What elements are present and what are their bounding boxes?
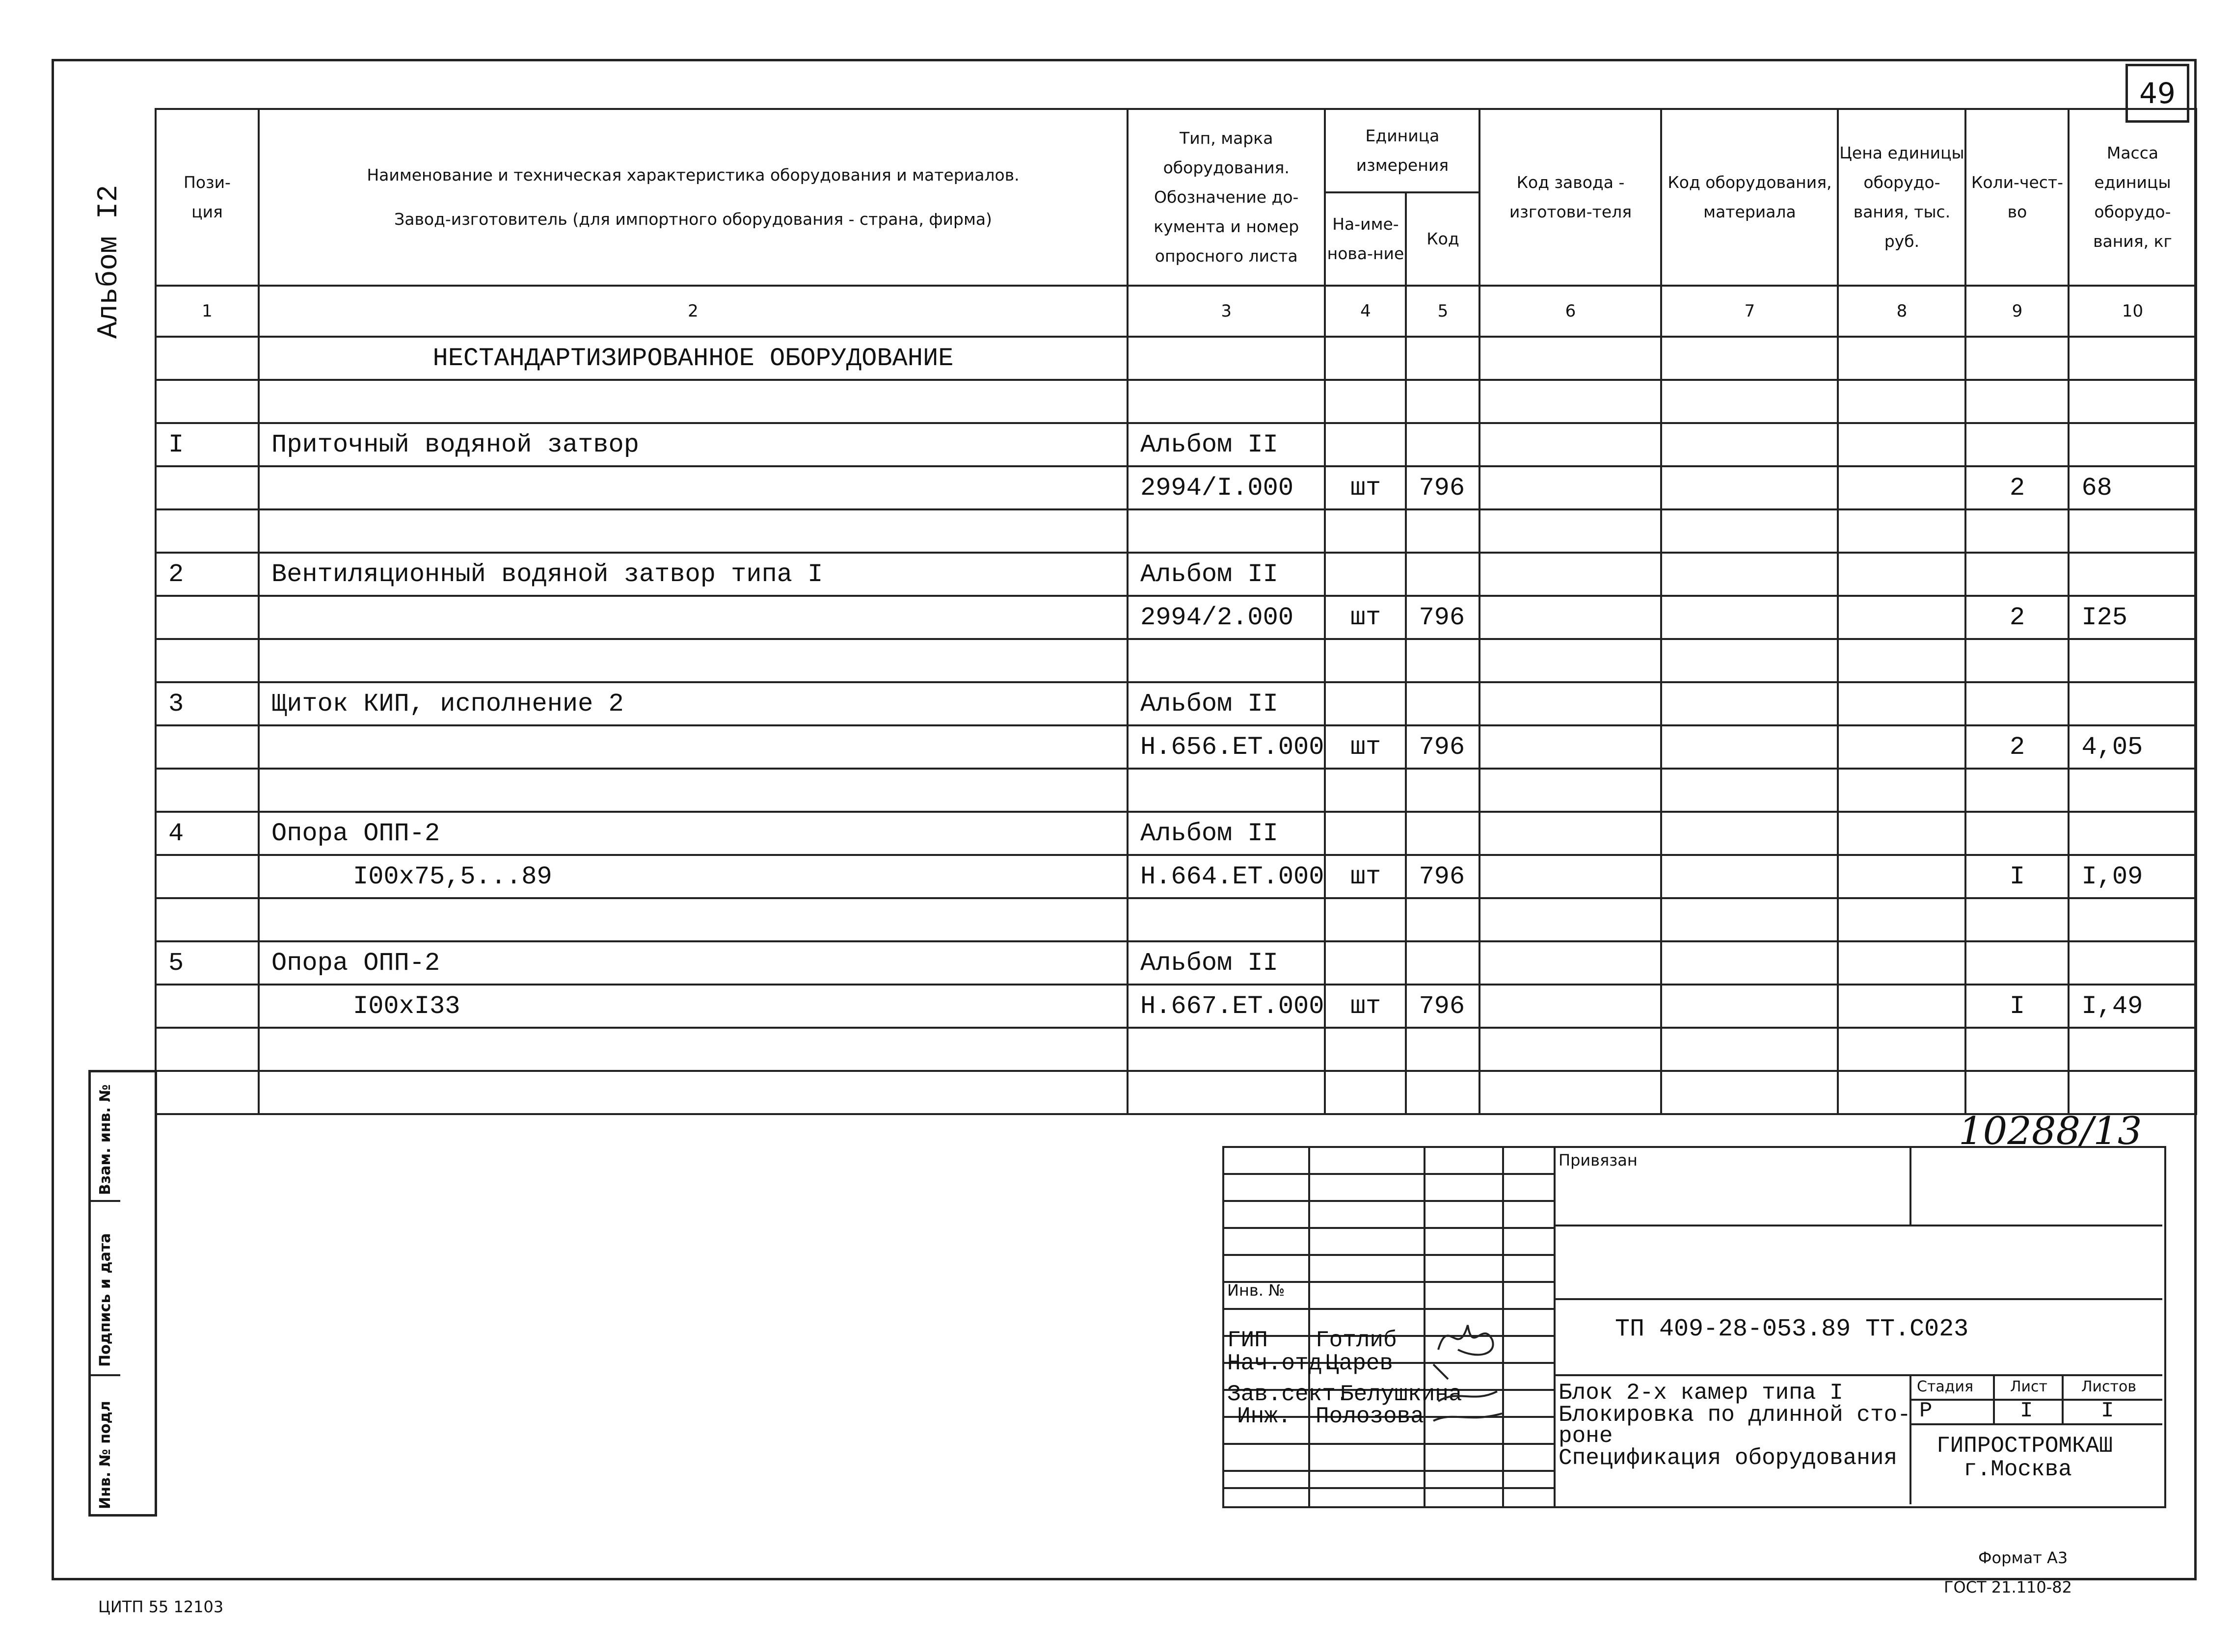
header-factory-code: Код завода - изготови-теля xyxy=(1479,109,1661,286)
table-row xyxy=(156,423,2196,466)
table-row xyxy=(156,639,2196,682)
table-row xyxy=(156,985,2196,1028)
table-row xyxy=(156,596,2196,639)
row-position: 2 xyxy=(156,553,259,596)
row-name: Приточный водяной затвор xyxy=(259,423,1128,466)
header-quantity: Коли-чест-во xyxy=(1965,109,2069,286)
tb-divider xyxy=(1554,1225,2162,1226)
row-name-detail: I00х75,5...89 xyxy=(259,855,1128,898)
row-unit: шт xyxy=(1325,985,1406,1028)
table-row xyxy=(156,725,2196,769)
row-qty: I xyxy=(1965,855,2069,898)
header-unit-name: На-име-нова-ние xyxy=(1325,192,1406,286)
handwritten-number: 10288/13 xyxy=(1959,1109,2142,1153)
tb-divider xyxy=(1554,1374,2162,1376)
header-type: Тип, марка оборудования. Обозначение до-кумента и номер опросного листа xyxy=(1128,109,1325,286)
tb-divider xyxy=(1554,1298,2162,1300)
row-album: Альбом II xyxy=(1128,423,1325,466)
col-number: 4 xyxy=(1325,286,1406,337)
row-album: Альбом II xyxy=(1128,941,1325,985)
table-row xyxy=(156,1071,2196,1114)
table-row xyxy=(156,509,2196,553)
col-number: 1 xyxy=(156,286,259,337)
row-album: Альбом II xyxy=(1128,682,1325,725)
side-album-label: Альбом I2 xyxy=(93,185,125,339)
staff-name: Готлиб xyxy=(1316,1328,1397,1353)
sheet-value: I xyxy=(2020,1399,2033,1423)
header-name xyxy=(259,109,1128,286)
table-row xyxy=(156,682,2196,725)
column-number-row xyxy=(156,286,2196,337)
side-sign-date: Подпись и дата xyxy=(97,1233,114,1367)
staff-role: Нач.отд. xyxy=(1227,1351,1336,1376)
header-unit: Единица измерения xyxy=(1325,109,1479,192)
row-qty: I xyxy=(1965,985,2069,1028)
col-number: 10 xyxy=(2069,286,2196,337)
col-number: 7 xyxy=(1661,286,1838,337)
row-position: 3 xyxy=(156,682,259,725)
table-row xyxy=(156,553,2196,596)
tb-divider xyxy=(1993,1374,1995,1423)
privyazan-label: Привязан xyxy=(1559,1151,1638,1170)
table-row xyxy=(156,855,2196,898)
stage-value: Р xyxy=(1919,1399,1933,1423)
row-unit: шт xyxy=(1325,466,1406,509)
row-name-detail: I00хI33 xyxy=(259,985,1128,1028)
row-name: Опора ОПП-2 xyxy=(259,941,1128,985)
table-row xyxy=(156,466,2196,509)
row-position: 5 xyxy=(156,941,259,985)
staff-name: Царев xyxy=(1325,1351,1394,1376)
row-qty: 2 xyxy=(1965,466,2069,509)
tb-divider xyxy=(1909,1423,2162,1425)
row-unit: шт xyxy=(1325,596,1406,639)
signature-marks xyxy=(1428,1306,1512,1428)
row-name: Опора ОПП-2 xyxy=(259,812,1128,855)
header-name-line2: Завод-изготовитель (для импортного оборудования - страна, фирма) xyxy=(394,210,992,229)
row-unit: шт xyxy=(1325,725,1406,769)
table-row xyxy=(156,812,2196,855)
row-code: 796 xyxy=(1406,596,1479,639)
side-inv-no: Инв. № подл xyxy=(97,1401,114,1509)
tb-divider xyxy=(2062,1374,2064,1423)
row-mass: I25 xyxy=(2069,596,2196,639)
row-code: 796 xyxy=(1406,855,1479,898)
table-row xyxy=(156,769,2196,812)
header-equipment-code: Код оборудования, материала xyxy=(1661,109,1838,286)
organization-city: г.Москва xyxy=(1963,1457,2072,1482)
row-code: 796 xyxy=(1406,725,1479,769)
stamp-label: ЦИТП 55 12103 xyxy=(98,1598,224,1616)
row-doc: Н.664.ЕТ.000 xyxy=(1128,855,1325,898)
row-qty: 2 xyxy=(1965,725,2069,769)
side-strip xyxy=(88,1070,157,1517)
spec-table xyxy=(155,108,2197,1115)
table-row xyxy=(156,380,2196,423)
tb-divider xyxy=(1909,1146,1911,1225)
table-row xyxy=(156,941,2196,985)
header-price: Цена единицы оборудо-вания, тыс. руб. xyxy=(1838,109,1965,286)
row-code: 796 xyxy=(1406,985,1479,1028)
col-number: 5 xyxy=(1406,286,1479,337)
sheets-label: Листов xyxy=(2081,1378,2137,1395)
col-number: 2 xyxy=(259,286,1128,337)
tb-divider xyxy=(1222,1200,1554,1202)
section-title: НЕСТАНДАРТИЗИРОВАННОЕ ОБОРУДОВАНИЕ xyxy=(259,337,1128,380)
description-line1: Блок 2-х камер типа I xyxy=(1559,1380,1843,1406)
document-code: ТП 409-28-053.89 ТТ.С023 xyxy=(1615,1315,1969,1343)
staff-role: Инж. xyxy=(1237,1404,1291,1429)
row-album: Альбом II xyxy=(1128,553,1325,596)
tb-divider xyxy=(1222,1227,1554,1229)
row-doc: Н.667.ЕТ.000 xyxy=(1128,985,1325,1028)
tb-divider xyxy=(1222,1487,1554,1489)
header-mass: Масса единицы оборудо-вания, кг xyxy=(2069,109,2196,286)
header-position: Пози- ция xyxy=(156,109,259,286)
description-line3: роне xyxy=(1559,1423,1613,1449)
row-mass: I,09 xyxy=(2069,855,2196,898)
description-line2: Блокировка по длинной сто- xyxy=(1559,1402,1911,1428)
row-mass: I,49 xyxy=(2069,985,2196,1028)
row-doc: 2994/2.000 xyxy=(1128,596,1325,639)
row-doc: 2994/I.000 xyxy=(1128,466,1325,509)
tb-divider xyxy=(1909,1399,2162,1401)
row-qty: 2 xyxy=(1965,596,2069,639)
tb-divider xyxy=(1222,1173,1554,1175)
page-number: 49 xyxy=(2125,64,2189,123)
staff-name: Полозова xyxy=(1316,1404,1424,1429)
sheets-value: I xyxy=(2101,1399,2114,1423)
organization-name: ГИПРОСТРОМКАШ xyxy=(1936,1433,2113,1459)
row-name: Вентиляционный водяной затвор типа I xyxy=(259,553,1128,596)
inv-no-label: Инв. № xyxy=(1227,1281,1285,1300)
side-replace-inv: Взам. инв. № xyxy=(97,1084,114,1195)
row-doc: Н.656.ЕТ.000 xyxy=(1128,725,1325,769)
gost-label: ГОСТ 21.110-82 xyxy=(1944,1578,2072,1597)
col-number: 8 xyxy=(1838,286,1965,337)
header-unit-code: Код xyxy=(1406,192,1479,286)
row-album: Альбом II xyxy=(1128,812,1325,855)
row-name: Щиток КИП, исполнение 2 xyxy=(259,682,1128,725)
row-code: 796 xyxy=(1406,466,1479,509)
row-unit: шт xyxy=(1325,855,1406,898)
header-name-line1: Наименование и техническая характеристика оборудования и материалов. xyxy=(367,165,1020,185)
tb-divider xyxy=(1554,1146,1556,1506)
col-number: 3 xyxy=(1128,286,1325,337)
format-label: Формат А3 xyxy=(1978,1548,2068,1567)
table-row xyxy=(156,337,2196,380)
description-line4: Спецификация оборудования xyxy=(1559,1445,1898,1471)
tb-divider xyxy=(1222,1443,1554,1445)
row-mass: 4,05 xyxy=(2069,725,2196,769)
row-mass: 68 xyxy=(2069,466,2196,509)
row-position: I xyxy=(156,423,259,466)
table-row xyxy=(156,898,2196,941)
tb-divider xyxy=(1909,1374,1911,1504)
tb-divider xyxy=(1222,1254,1554,1256)
row-position: 4 xyxy=(156,812,259,855)
table-row xyxy=(156,1028,2196,1071)
staff-role: ГИП xyxy=(1227,1328,1268,1353)
staff-role: Зав.сект. xyxy=(1227,1382,1349,1407)
sheet-label: Лист xyxy=(2010,1378,2048,1395)
tb-divider xyxy=(1222,1470,1554,1472)
col-number: 6 xyxy=(1479,286,1661,337)
stage-label: Стадия xyxy=(1917,1378,1974,1395)
col-number: 9 xyxy=(1965,286,2069,337)
staff-name: Белушкина xyxy=(1340,1382,1462,1407)
